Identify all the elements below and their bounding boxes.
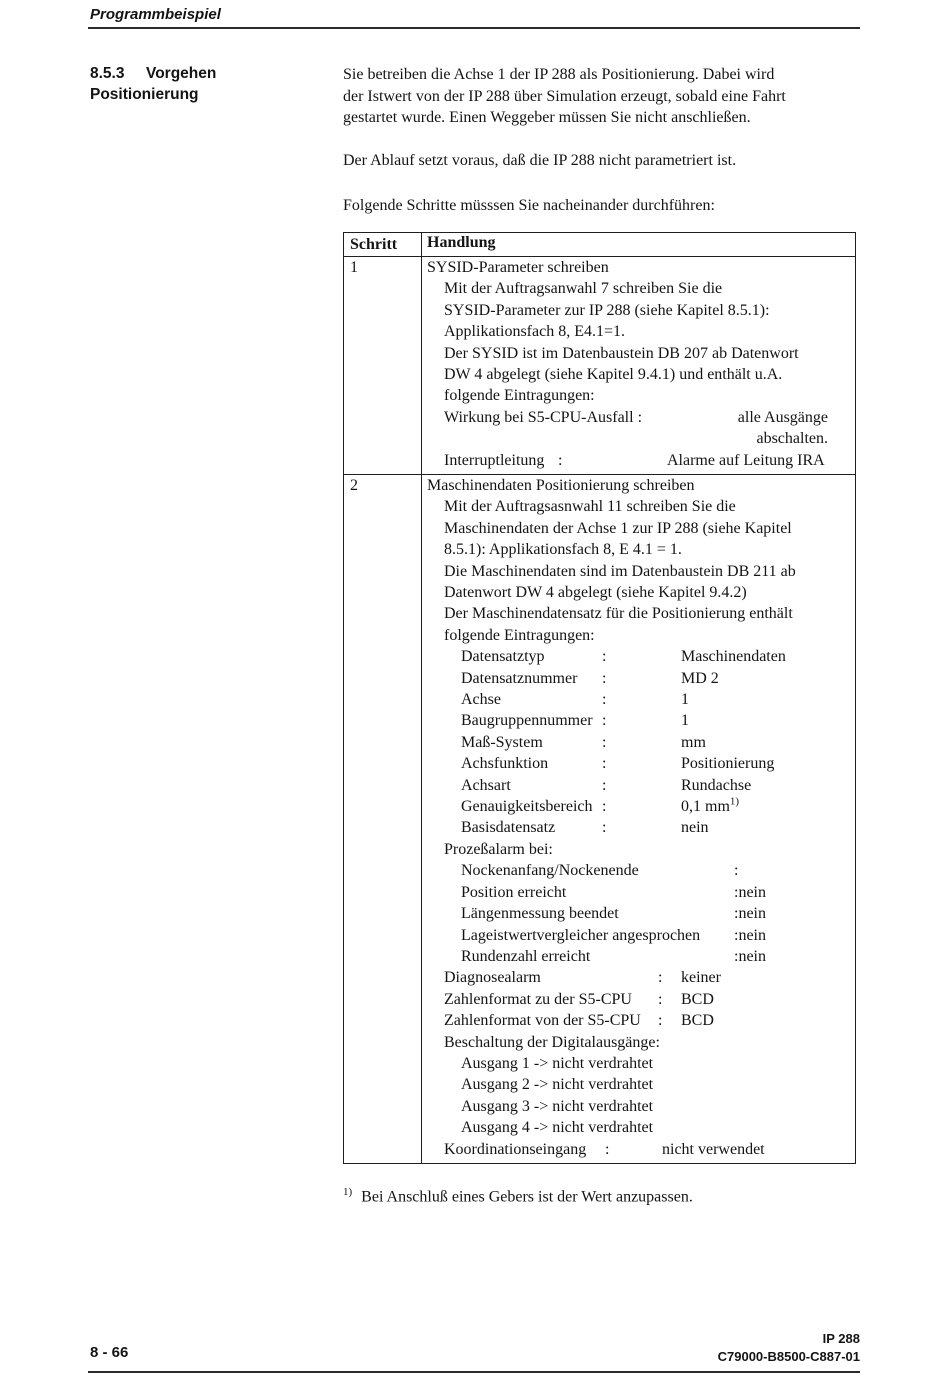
running-header-title: Programmbeispiel [90, 6, 221, 23]
ausgang-line: Ausgang 2 -> nicht verdrahtet [461, 1076, 654, 1094]
footnote [343, 1182, 863, 1208]
action-title: SYSID-Parameter schreiben [427, 258, 609, 276]
kv-wirkung-cont [427, 428, 853, 449]
kv-value: alle Ausgänge [737, 408, 828, 426]
section-title: Vorgehen [146, 65, 217, 82]
kv-value: BCD [681, 990, 714, 1008]
kv-label: Datensatznummer [461, 669, 578, 687]
steps-table [343, 232, 856, 1164]
kv-datensatznummer [427, 668, 853, 689]
footer-doc-id: C79000-B8500-C887-01 [717, 1349, 860, 1364]
kv-colon: : [602, 733, 607, 751]
kv-value: mm [681, 733, 706, 751]
kv-label: Datensatztyp [461, 648, 545, 666]
kv-laengenmessung [427, 903, 853, 924]
paragraph-2 [343, 150, 863, 172]
footnote-reference: 1) [729, 795, 740, 808]
kv-value: Positionierung [681, 755, 775, 773]
kv-achsfunktion [427, 753, 853, 774]
kv-value-text: 0,1 mm [681, 798, 730, 816]
kv-label: Zahlenformat von der S5-CPU [444, 1012, 641, 1030]
kv-label: Interruptleitung [444, 451, 545, 469]
kv-genauigkeitsbereich [427, 796, 853, 817]
kv-achse [427, 689, 853, 710]
kv-label: Längenmessung beendet [461, 905, 619, 923]
kv-value: :nein [734, 947, 766, 965]
kv-label: Achse [461, 691, 501, 709]
kv-interruptleitung [427, 450, 853, 471]
kv-value: MD 2 [681, 669, 719, 687]
kv-label: Achsfunktion [461, 755, 549, 773]
kv-value: abschalten. [756, 430, 828, 448]
action-line: Der SYSID ist im Datenbaustein DB 207 ab Datenwort [444, 344, 799, 362]
main-content [343, 64, 863, 1208]
kv-lageistwertvergleicher [427, 925, 853, 946]
kv-value [681, 796, 853, 817]
action-line: folgende Eintragungen: [444, 387, 595, 405]
footer-page-number: 8 - 66 [90, 1344, 129, 1361]
kv-label: Lageistwertvergleicher angesprochen [461, 926, 701, 944]
kv-value: nein [681, 819, 709, 837]
paragraph-line: Folgende Schritte müsssen Sie nacheinander durchführen: [343, 197, 715, 214]
footer-product: IP 288 [822, 1331, 860, 1346]
kv-label: Wirkung bei S5-CPU-Ausfall : [444, 408, 643, 426]
action-line: Mit der Auftragsanwahl 7 schreiben Sie die [444, 280, 723, 298]
action-line: Die Maschinendaten sind im Datenbaustein DB 211 ab [444, 562, 796, 580]
action-line: folgende Eintragungen: [444, 626, 595, 644]
section-heading [90, 64, 330, 105]
kv-colon: : [658, 969, 663, 987]
action-line: Maschinendaten der Achse 1 zur IP 288 (siehe Kapitel [444, 519, 792, 537]
kv-value: : [734, 862, 739, 880]
table-row-step-2 [344, 474, 855, 1163]
kv-colon: : [602, 819, 607, 837]
section-heading-line1 [90, 64, 330, 85]
kv-value: Alarme auf Leitung IRA [667, 451, 825, 469]
kv-colon: : [602, 691, 607, 709]
kv-value: 1 [681, 691, 689, 709]
kv-value: :nein [734, 905, 766, 923]
kv-colon: : [605, 1140, 610, 1158]
kv-label: Koordinationseingang [444, 1140, 587, 1158]
paragraph-line: Der Ablauf setzt voraus, daß die IP 288 nicht parametriert ist. [343, 151, 737, 169]
kv-value: BCD [681, 1012, 714, 1030]
kv-label: Nockenanfang/Nockenende [461, 862, 639, 880]
kv-value: keiner [681, 969, 721, 987]
kv-value: nicht verwendet [662, 1140, 765, 1158]
section-number: 8.5.3 [90, 65, 125, 82]
kv-datensatztyp [427, 646, 853, 667]
kv-value: :nein [734, 883, 766, 901]
kv-value: 1 [681, 712, 689, 730]
column-header-schritt: Schritt [344, 233, 422, 256]
kv-baugruppennummer [427, 710, 853, 731]
kv-label: Baugruppennummer [461, 712, 593, 730]
kv-label: Maß-System [461, 733, 543, 751]
action-line: Mit der Auftragsasnwahl 11 schreiben Sie die [444, 498, 736, 516]
kv-achsart [427, 775, 853, 796]
action-line: Datenwort DW 4 abgelegt (siehe Kapitel 9.4.2) [444, 584, 747, 601]
kv-label: Position erreicht [461, 883, 567, 901]
kv-position-erreicht [427, 882, 853, 903]
beschaltung-title: Beschaltung der Digitalausgänge: [444, 1033, 660, 1051]
action-line: DW 4 abgelegt (siehe Kapitel 9.4.1) und enthält u.A. [444, 365, 783, 383]
footer-right-block [718, 1330, 860, 1366]
step-1-action-cell [422, 257, 855, 474]
kv-colon: : [602, 755, 607, 773]
kv-label-empty [444, 428, 730, 449]
action-line: Der Maschinendatensatz für die Positionierung enthält [444, 605, 793, 623]
kv-mass-system [427, 732, 853, 753]
action-title: Maschinendaten Positionierung schreiben [427, 476, 695, 494]
kv-label: Zahlenformat zu der S5-CPU [444, 990, 632, 1008]
action-line: SYSID-Parameter zur IP 288 (siehe Kapitel 8.5.1): [444, 301, 770, 319]
running-header [88, 6, 860, 29]
bottom-rule [88, 1371, 860, 1373]
kv-koordinationseingang [427, 1139, 853, 1160]
ausgang-line: Ausgang 3 -> nicht verdrahtet [461, 1097, 654, 1115]
kv-colon: : [602, 712, 607, 730]
kv-value: :nein [734, 926, 766, 944]
table-row-step-1 [344, 256, 855, 474]
kv-value: Maschinendaten [681, 648, 786, 666]
paragraph-line: gestartet wurde. Einen Weggeber müssen Sie nicht anschließen. [343, 109, 751, 126]
paragraph-line: Sie betreiben die Achse 1 der IP 288 als Positionierung. Dabei wird [343, 66, 775, 83]
kv-colon: : [602, 669, 607, 687]
paragraph-line: der Istwert von der IP 288 über Simulation erzeugt, sobald eine Fahrt [343, 87, 786, 105]
table-header-row [344, 233, 855, 256]
kv-label: Basisdatensatz [461, 819, 556, 837]
kv-rundenzahl [427, 946, 853, 967]
kv-colon: : [602, 798, 607, 816]
kv-colon: : [602, 776, 607, 794]
step-number: 1 [344, 257, 422, 474]
kv-colon: : [658, 990, 663, 1008]
step-number: 2 [344, 475, 422, 1163]
ausgang-line: Ausgang 4 -> nicht verdrahtet [461, 1119, 654, 1137]
kv-basisdatensatz [427, 817, 853, 838]
prozessalarm-title: Prozeßalarm bei: [444, 840, 553, 858]
ausgang-line: Ausgang 1 -> nicht verdrahtet [461, 1054, 654, 1072]
footnote-marker: 1) [343, 1185, 353, 1198]
kv-label: Genauigkeitsbereich [461, 798, 593, 816]
column-header-handlung: Handlung [427, 233, 496, 251]
action-line: Applikationsfach 8, E4.1=1. [444, 323, 625, 341]
kv-diagnosealarm [427, 967, 853, 988]
kv-colon: : [602, 648, 607, 666]
kv-value: Rundachse [681, 776, 752, 794]
paragraph-3 [343, 195, 863, 217]
header-rule [88, 27, 860, 29]
kv-colon: : [658, 1012, 663, 1030]
kv-label: Diagnosealarm [444, 969, 541, 987]
step-2-action-cell [422, 475, 855, 1163]
kv-wirkung [427, 407, 853, 428]
section-subtitle: Positionierung [90, 85, 199, 103]
kv-zahlenformat-zu [427, 989, 853, 1010]
kv-zahlenformat-von [427, 1010, 853, 1031]
kv-colon: : [558, 451, 563, 469]
paragraph-1 [343, 64, 863, 129]
action-line: 8.5.1): Applikationsfach 8, E 4.1 = 1. [444, 541, 682, 559]
kv-nockenanfang [427, 860, 853, 881]
kv-label: Rundenzahl erreicht [461, 947, 591, 965]
kv-label: Achsart [461, 776, 511, 794]
footnote-text: Bei Anschluß eines Gebers ist der Wert anzupassen. [361, 1188, 693, 1206]
